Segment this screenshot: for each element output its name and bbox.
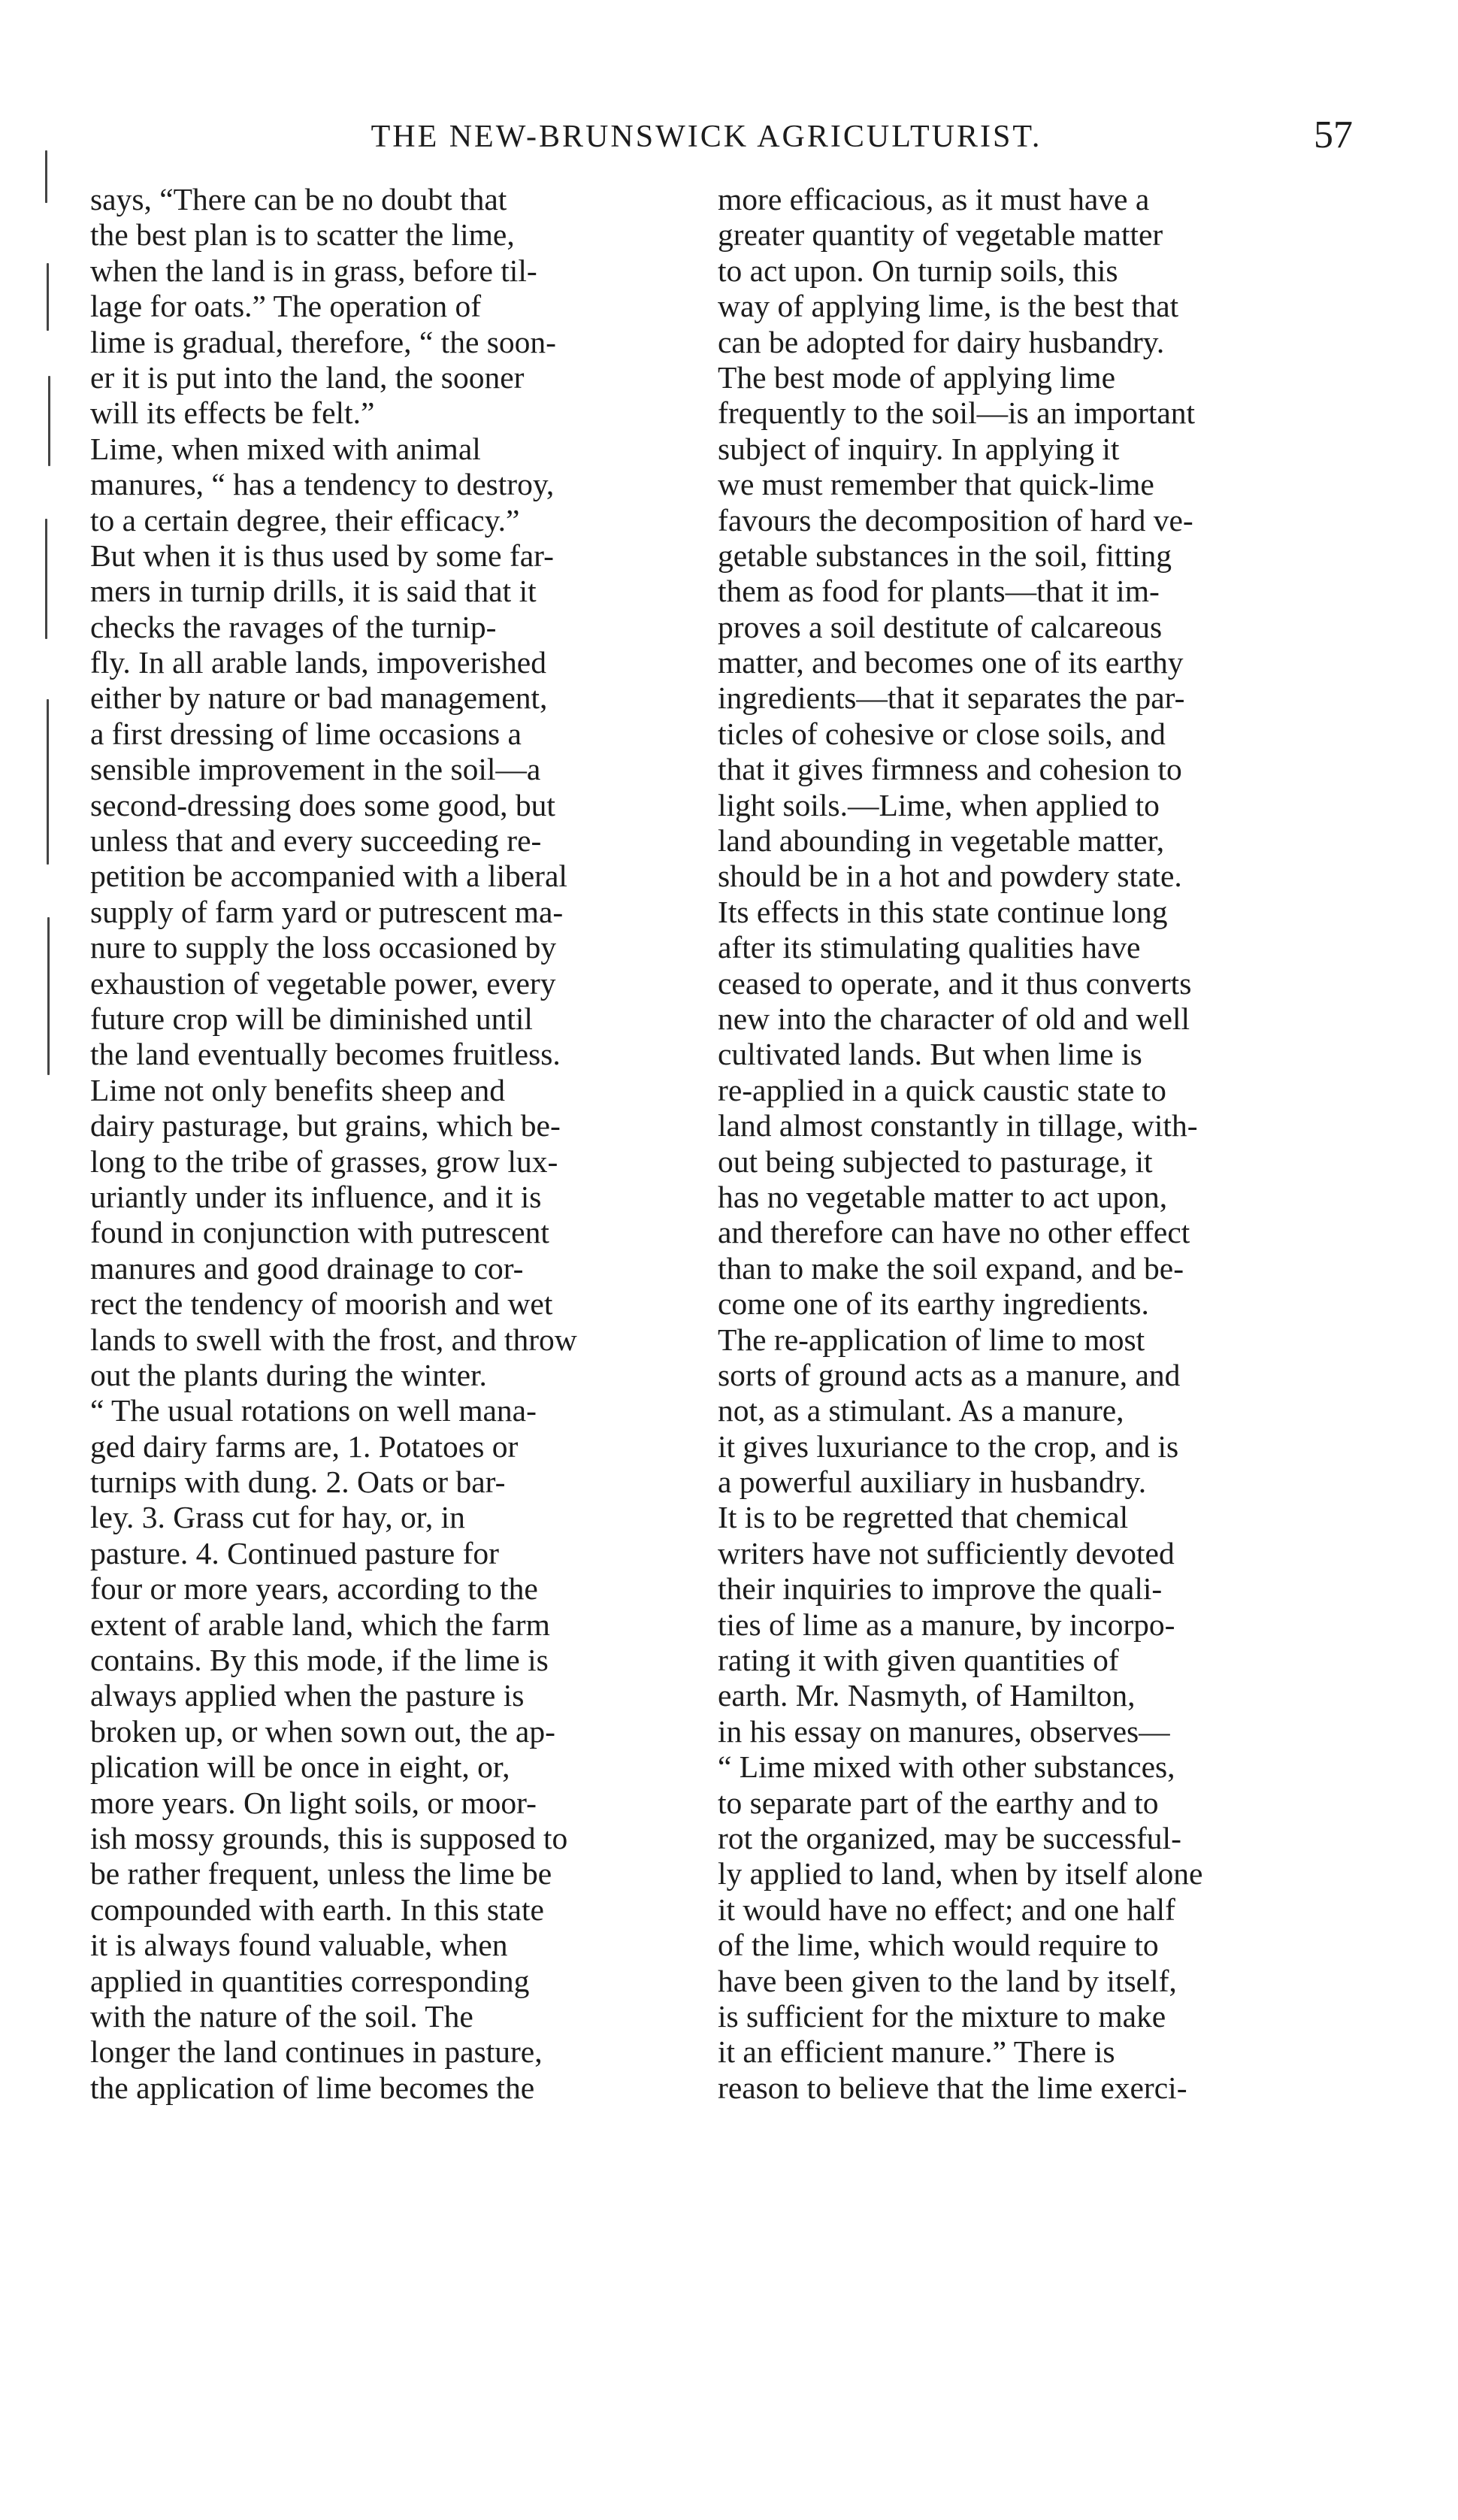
text-line: earth. Mr. Nasmyth, of Hamilton, xyxy=(718,1678,1136,1713)
text-line: ish mossy grounds, this is supposed to xyxy=(90,1820,568,1855)
text-line: always applied when the pasture is xyxy=(90,1678,525,1713)
text-line: fly. In all arable lands, impoverished xyxy=(90,645,546,680)
text-line: of the lime, which would require to xyxy=(718,1928,1159,1963)
text-line: proves a soil destitute of calcareous xyxy=(718,609,1163,644)
text-line: pasture. 4. Continued pasture for xyxy=(90,1535,499,1570)
text-line: the application of lime becomes the xyxy=(90,2070,535,2105)
text-line: land abounding in vegetable matter, xyxy=(718,823,1165,859)
text-line: it would have no effect; and one half xyxy=(718,1892,1175,1927)
text-line: sensible improvement in the soil—a xyxy=(90,752,541,787)
text-line: rating it with given quantities of xyxy=(718,1643,1119,1678)
text-line: ceased to operate, and it thus converts xyxy=(718,965,1192,1001)
text-line: their inquiries to improve the quali- xyxy=(718,1571,1163,1607)
text-line: Its effects in this state continue long xyxy=(718,894,1168,929)
text-line: more efficacious, as it must have a xyxy=(718,182,1150,217)
text-line: in his essay on manures, observes— xyxy=(718,1713,1170,1749)
text-line: manures and good drainage to cor- xyxy=(90,1250,524,1286)
text-line: after its stimulating qualities have xyxy=(718,930,1141,965)
text-line: has no vegetable matter to act upon, xyxy=(718,1179,1168,1214)
text-line: But when it is thus used by some far- xyxy=(90,538,554,573)
text-line: rect the tendency of moorish and wet xyxy=(90,1286,553,1322)
text-line: when the land is in grass, before til- xyxy=(90,253,537,288)
text-line: it is always found valuable, when xyxy=(90,1928,508,1963)
text-line: out the plants during the winter. xyxy=(90,1357,487,1392)
text-line: nure to supply the loss occasioned by xyxy=(90,930,557,965)
text-line: to act upon. On turnip soils, this xyxy=(718,253,1118,288)
text-line: The best mode of applying lime xyxy=(718,359,1116,395)
text-line: checks the ravages of the turnip- xyxy=(90,609,497,644)
text-line: long to the tribe of grasses, grow lux- xyxy=(90,1143,558,1179)
text-line: ingredients—that it separates the par- xyxy=(718,680,1185,716)
page-header xyxy=(90,113,1353,165)
text-line: Lime, when mixed with animal xyxy=(90,431,481,466)
text-line: It is to be regretted that chemical xyxy=(718,1500,1129,1535)
text-line: dairy pasturage, but grains, which be- xyxy=(90,1108,561,1143)
text-line: them as food for plants—that it im- xyxy=(718,574,1160,609)
text-line: be rather frequent, unless the lime be xyxy=(90,1856,552,1892)
text-line: should be in a hot and powdery state. xyxy=(718,859,1182,894)
text-line: either by nature or bad management, xyxy=(90,680,548,716)
text-line: unless that and every succeeding re- xyxy=(90,823,542,859)
text-line: ticles of cohesive or close soils, and xyxy=(718,716,1166,751)
text-line: rot the organized, may be successful- xyxy=(718,1820,1181,1855)
running-title: THE NEW-BRUNSWICK AGRICULTURIST. xyxy=(371,120,1042,154)
text-line: second-dressing does some good, but xyxy=(90,787,555,822)
left-column xyxy=(90,182,691,2106)
text-line: we must remember that quick-lime xyxy=(718,467,1154,502)
page-number: 57 xyxy=(1314,114,1353,156)
text-line: the best plan is to scatter the lime, xyxy=(90,217,515,253)
text-line: petition be accompanied with a liberal xyxy=(90,859,567,894)
text-line: er it is put into the land, the sooner xyxy=(90,359,525,395)
text-line: more years. On light soils, or moor- xyxy=(90,1785,537,1820)
text-line: sorts of ground acts as a manure, and xyxy=(718,1357,1181,1392)
text-line: compounded with earth. In this state xyxy=(90,1892,544,1927)
text-line: have been given to the land by itself, xyxy=(718,1963,1177,1998)
text-line: new into the character of old and well xyxy=(718,1001,1190,1036)
text-line: four or more years, according to the xyxy=(90,1571,538,1607)
text-line: frequently to the soil—is an important xyxy=(718,395,1196,431)
text-line: not, as a stimulant. As a manure, xyxy=(718,1393,1124,1428)
text-line: to separate part of the earthy and to xyxy=(718,1785,1159,1820)
text-line: uriantly under its influence, and it is xyxy=(90,1179,542,1214)
text-line: supply of farm yard or putrescent ma- xyxy=(90,894,564,929)
text-line: is sufficient for the mixture to make xyxy=(718,1998,1166,2034)
text-line: manures, “ has a tendency to destroy, xyxy=(90,467,555,502)
text-line: “ The usual rotations on well mana- xyxy=(90,1393,537,1428)
text-line: longer the land continues in pasture, xyxy=(90,2034,543,2070)
text-line: land almost constantly in tillage, with- xyxy=(718,1108,1198,1143)
text-line: turnips with dung. 2. Oats or bar- xyxy=(90,1464,506,1500)
margin-scan-artifacts xyxy=(38,128,60,1180)
text-line: The re-application of lime to most xyxy=(718,1322,1145,1357)
text-line: will its effects be felt.” xyxy=(90,395,375,431)
text-line: reason to believe that the lime exerci- xyxy=(718,2070,1187,2105)
text-line: light soils.—Lime, when applied to xyxy=(718,787,1160,822)
text-line: Lime not only benefits sheep and xyxy=(90,1072,506,1107)
text-line: ley. 3. Grass cut for hay, or, in xyxy=(90,1500,465,1535)
text-line: says, “There can be no doubt that xyxy=(90,182,507,217)
text-line: exhaustion of vegetable power, every xyxy=(90,965,556,1001)
text-line: “ Lime mixed with other substances, xyxy=(718,1749,1175,1785)
text-line: favours the decomposition of hard ve- xyxy=(718,502,1193,538)
right-column xyxy=(718,182,1319,2106)
text-line: a first dressing of lime occasions a xyxy=(90,716,522,751)
text-line: broken up, or when sown out, the ap- xyxy=(90,1713,555,1749)
text-line: can be adopted for dairy husbandry. xyxy=(718,324,1165,359)
text-line: than to make the soil expand, and be- xyxy=(718,1250,1184,1286)
text-line: lage for oats.” The operation of xyxy=(90,289,482,324)
text-line: re-applied in a quick caustic state to xyxy=(718,1072,1166,1107)
text-line: and therefore can have no other effect xyxy=(718,1215,1190,1250)
text-line: contains. By this mode, if the lime is xyxy=(90,1643,549,1678)
text-line: getable substances in the soil, fitting xyxy=(718,538,1172,573)
text-line: with the nature of the soil. The xyxy=(90,1998,473,2034)
text-line: lands to swell with the frost, and throw xyxy=(90,1322,577,1357)
text-line: that it gives firmness and cohesion to xyxy=(718,752,1182,787)
text-line: applied in quantities corresponding xyxy=(90,1963,530,1998)
text-line: it gives luxuriance to the crop, and is xyxy=(718,1428,1179,1464)
text-line: plication will be once in eight, or, xyxy=(90,1749,510,1785)
text-line: the land eventually becomes fruitless. xyxy=(90,1037,561,1072)
text-line: matter, and becomes one of its earthy xyxy=(718,645,1184,680)
text-line: way of applying lime, is the best that xyxy=(718,289,1179,324)
text-line: subject of inquiry. In applying it xyxy=(718,431,1120,466)
text-line: writers have not sufficiently devoted xyxy=(718,1535,1175,1570)
text-line: ties of lime as a manure, by incorpo- xyxy=(718,1607,1175,1642)
text-line: future crop will be diminished until xyxy=(90,1001,533,1036)
text-line: come one of its earthy ingredients. xyxy=(718,1286,1149,1322)
text-line: found in conjunction with putrescent xyxy=(90,1215,549,1250)
text-line: a powerful auxiliary in husbandry. xyxy=(718,1464,1147,1500)
text-line: to a certain degree, their efficacy.” xyxy=(90,502,520,538)
text-line: extent of arable land, which the farm xyxy=(90,1607,550,1642)
text-line: it an efficient manure.” There is xyxy=(718,2034,1115,2070)
text-line: cultivated lands. But when lime is xyxy=(718,1037,1142,1072)
text-line: greater quantity of vegetable matter xyxy=(718,217,1163,253)
text-line: ly applied to land, when by itself alone xyxy=(718,1856,1203,1892)
text-line: mers in turnip drills, it is said that it xyxy=(90,574,537,609)
text-line: ged dairy farms are, 1. Potatoes or xyxy=(90,1428,519,1464)
text-line: out being subjected to pasturage, it xyxy=(718,1143,1153,1179)
text-line: lime is gradual, therefore, “ the soon- xyxy=(90,324,556,359)
